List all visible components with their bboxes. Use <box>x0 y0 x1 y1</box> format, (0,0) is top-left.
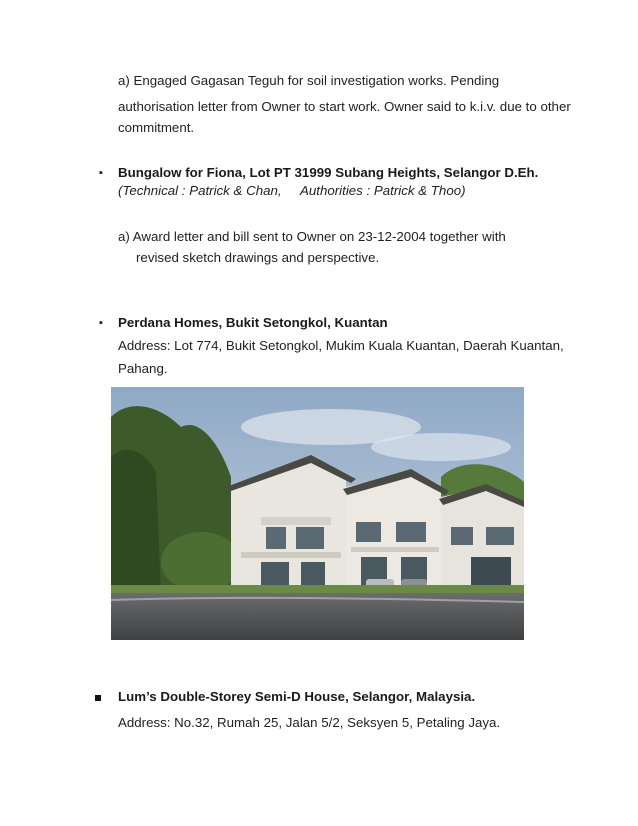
pending-line-2: authorisation letter from Owner to start work. Owner said to k.i.v. due to other <box>118 99 571 114</box>
project-perdana-address-1: Address: Lot 774, Bukit Setongkol, Mukim Kuala Kuantan, Daerah Kuantan, <box>118 338 564 353</box>
house-rendering-image <box>111 387 524 640</box>
project-fiona-technical: (Technical : Patrick & Chan, <box>118 183 282 198</box>
bullet-icon: ▪ <box>99 317 103 329</box>
pending-line-1: a) Engaged Gagasan Teguh for soil investigation works. Pending <box>118 73 500 88</box>
project-perdana-title: Perdana Homes, Bukit Setongkol, Kuantan <box>118 315 388 330</box>
project-fiona-note-1: a) Award letter and bill sent to Owner on 23-12-2004 together with <box>118 229 506 244</box>
square-bullet-icon <box>95 695 101 701</box>
project-perdana-address-2: Pahang. <box>118 361 168 376</box>
bullet-icon: ▪ <box>99 167 103 179</box>
project-fiona-authorities: Authorities : Patrick & Thoo) <box>300 183 466 198</box>
project-fiona-title: Bungalow for Fiona, Lot PT 31999 Subang Heights, Selangor D.Eh. <box>118 165 539 180</box>
pending-line-3: commitment. <box>118 120 195 135</box>
project-fiona-note-2: revised sketch drawings and perspective. <box>136 250 380 265</box>
project-lum-address: Address: No.32, Rumah 25, Jalan 5/2, Seksyen 5, Petaling Jaya. <box>118 715 501 730</box>
project-lum-title: Lum’s Double-Storey Semi-D House, Selangor, Malaysia. <box>118 689 476 704</box>
